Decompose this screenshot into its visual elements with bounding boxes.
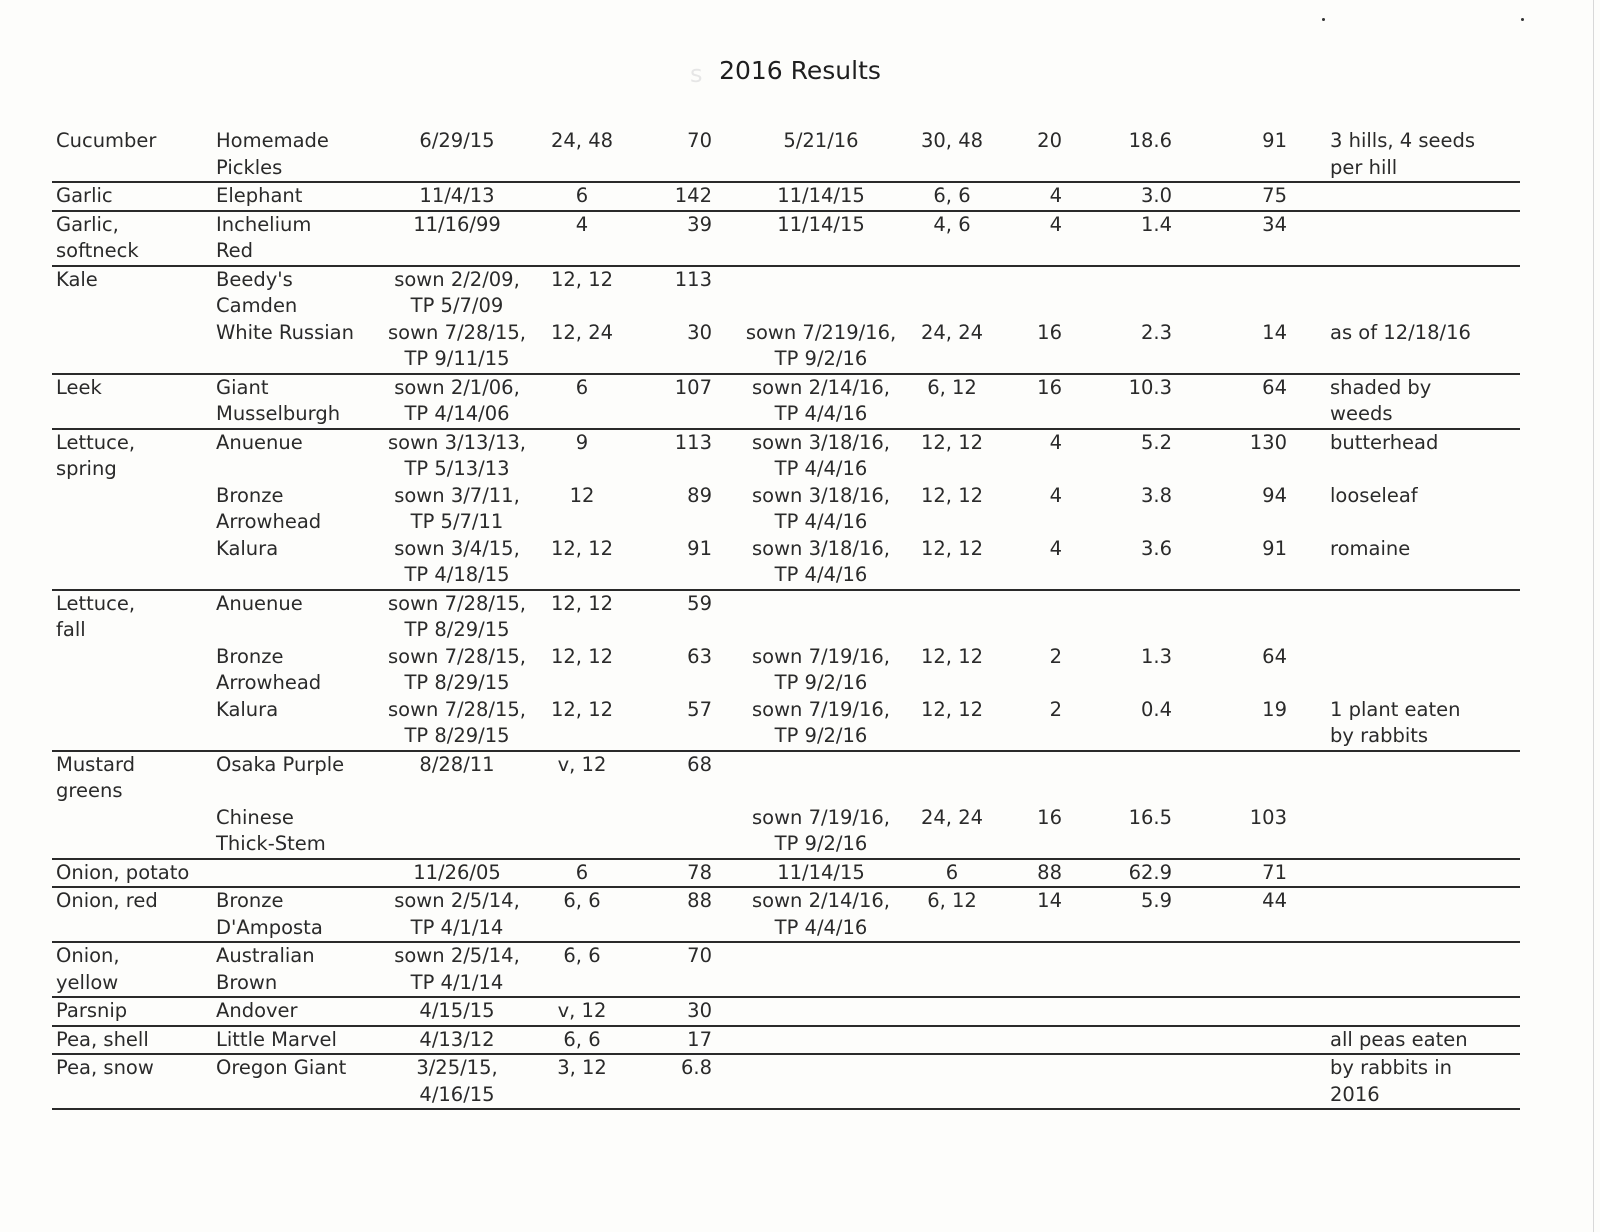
prior-yield-cell: 17 <box>687 1027 712 1051</box>
crop-cell: spring <box>56 457 117 480</box>
yield-cell: 5.2 <box>1140 430 1172 454</box>
planted-cell: TP 8/29/15 <box>404 618 510 641</box>
area-cell: 16 <box>1037 320 1062 344</box>
table-line <box>52 483 1520 510</box>
variety-cell: Homemade <box>216 129 329 152</box>
spacing-cell: 6 <box>575 860 589 884</box>
prior-yield-cell: 59 <box>687 591 712 615</box>
planted-cell: sown 2/1/06, <box>394 375 520 399</box>
variety-cell: Camden <box>216 294 298 317</box>
planted-cell: 3/25/15, <box>416 1056 498 1079</box>
table-line <box>52 430 1520 457</box>
table-line <box>52 293 1520 320</box>
prior-yield-cell: 88 <box>687 889 712 912</box>
variety-cell: Elephant <box>216 184 303 207</box>
crop-cell: softneck <box>56 239 139 262</box>
per-area-cell: 44 <box>1262 889 1287 912</box>
table-line <box>52 267 1520 294</box>
notes-cell: per hill <box>1330 155 1398 179</box>
table-line <box>52 212 1520 239</box>
per-area-cell: 14 <box>1262 320 1287 344</box>
crop-cell: fall <box>56 618 86 641</box>
spacing-cell: 12, 24 <box>550 320 614 344</box>
prior-yield-cell: 113 <box>674 430 712 454</box>
spacing-2016-cell: 24, 24 <box>920 805 984 829</box>
table-line <box>52 670 1520 697</box>
crop-cell: Garlic <box>56 184 113 207</box>
area-cell: 2 <box>1049 644 1062 668</box>
variety-cell: Anuenue <box>216 591 303 615</box>
notes-cell: shaded by <box>1330 375 1432 399</box>
spacing-cell: 6, 6 <box>563 889 601 912</box>
variety-cell: Bronze <box>216 889 284 912</box>
notes-cell: all peas eaten <box>1330 1027 1468 1051</box>
area-cell: 14 <box>1037 889 1062 912</box>
crop-cell: Pea, shell <box>56 1027 149 1051</box>
date-cell: sown 3/18/16, <box>752 483 890 507</box>
date-cell: 11/14/15 <box>777 212 865 236</box>
planted-cell: sown 7/28/15, <box>388 644 526 668</box>
table-line <box>52 401 1520 428</box>
prior-yield-cell: 39 <box>687 212 712 236</box>
crop-cell: Parsnip <box>56 999 128 1022</box>
crop-cell: yellow <box>56 970 119 994</box>
date-cell: sown 7/19/16, <box>752 697 890 721</box>
notes-cell: romaine <box>1330 536 1411 560</box>
per-area-cell: 130 <box>1249 430 1287 454</box>
table-line <box>52 1055 1520 1082</box>
planted-cell: sown 3/4/15, <box>394 536 520 560</box>
page-title: 2016 Results <box>719 56 881 85</box>
yield-cell: 3.0 <box>1140 184 1172 207</box>
table-row <box>52 1027 1520 1056</box>
area-cell: 88 <box>1037 860 1062 884</box>
date-cell: TP 4/4/16 <box>774 510 868 533</box>
date-cell: 5/21/16 <box>783 129 859 152</box>
table-line <box>52 778 1520 805</box>
spacing-2016-cell: 12, 12 <box>920 430 984 454</box>
yield-cell: 3.8 <box>1140 483 1172 507</box>
notes-cell: weeds <box>1330 402 1393 425</box>
per-area-cell: 64 <box>1262 375 1287 399</box>
planted-cell: TP 4/14/06 <box>404 402 510 425</box>
per-area-cell: 64 <box>1262 644 1287 668</box>
spacing-cell: 3, 12 <box>557 1056 607 1079</box>
crop-cell: Garlic, <box>56 212 119 236</box>
spacing-cell: 4 <box>575 212 589 236</box>
table-row <box>52 267 1520 375</box>
prior-yield-cell: 70 <box>687 944 712 967</box>
variety-cell: Thick-Stem <box>216 832 326 855</box>
area-cell: 4 <box>1049 430 1062 454</box>
prior-yield-cell: 89 <box>687 483 712 507</box>
area-cell: 2 <box>1049 697 1062 721</box>
planted-cell: TP 8/29/15 <box>404 724 510 747</box>
spacing-cell: 6, 6 <box>563 944 601 967</box>
spacing-2016-cell: 12, 12 <box>920 644 984 668</box>
yield-cell: 3.6 <box>1140 536 1172 560</box>
yield-cell: 5.9 <box>1140 889 1172 912</box>
date-cell: 11/14/15 <box>777 860 865 884</box>
yield-cell: 1.4 <box>1140 212 1172 236</box>
prior-yield-cell: 91 <box>687 536 712 560</box>
date-cell: TP 9/2/16 <box>774 347 868 370</box>
per-area-cell: 34 <box>1262 212 1287 236</box>
yield-cell: 1.3 <box>1140 644 1172 668</box>
prior-yield-cell: 78 <box>687 860 712 884</box>
spacing-2016-cell: 12, 12 <box>920 483 984 507</box>
variety-cell: Arrowhead <box>216 510 322 533</box>
date-cell: sown 7/219/16, <box>745 320 897 344</box>
table-line <box>52 998 1520 1025</box>
planted-cell: sown 7/28/15, <box>388 320 526 344</box>
planted-cell: TP 9/11/15 <box>404 347 510 370</box>
spacing-2016-cell: 6, 6 <box>933 184 971 207</box>
planted-cell: TP 5/7/11 <box>410 510 504 533</box>
table-row <box>52 430 1520 591</box>
table-line <box>52 536 1520 563</box>
planted-cell: 4/15/15 <box>419 999 495 1022</box>
date-cell: TP 9/2/16 <box>774 724 868 747</box>
crop-cell: Cucumber <box>56 129 157 152</box>
table-line <box>52 456 1520 483</box>
spacing-cell: 6, 6 <box>563 1027 601 1051</box>
planted-cell: sown 2/5/14, <box>394 889 520 912</box>
date-cell: sown 7/19/16, <box>752 805 890 829</box>
spacing-2016-cell: 12, 12 <box>920 536 984 560</box>
date-cell: TP 4/4/16 <box>774 457 868 480</box>
spacing-2016-cell: 12, 12 <box>920 697 984 721</box>
variety-cell: Red <box>216 239 254 262</box>
per-area-cell: 94 <box>1262 483 1287 507</box>
planted-cell: sown 7/28/15, <box>388 697 526 721</box>
table-line <box>52 238 1520 265</box>
table-line <box>52 617 1520 644</box>
per-area-cell: 71 <box>1262 860 1287 884</box>
per-area-cell: 91 <box>1262 536 1287 560</box>
prior-yield-cell: 68 <box>687 752 712 776</box>
table-line <box>52 915 1520 942</box>
table-line <box>52 128 1520 155</box>
spacing-cell: 9 <box>575 430 589 454</box>
date-cell: sown 3/18/16, <box>752 536 890 560</box>
planted-cell: TP 4/18/15 <box>404 563 510 586</box>
variety-cell: Bronze <box>216 644 284 668</box>
table-line <box>52 155 1520 182</box>
variety-cell: Australian <box>216 944 315 967</box>
planted-cell: TP 4/1/14 <box>410 970 504 994</box>
table-line <box>52 320 1520 347</box>
crop-cell: Pea, snow <box>56 1056 154 1079</box>
table-line <box>52 183 1520 210</box>
date-cell: TP 9/2/16 <box>774 832 868 855</box>
spacing-cell: 12, 12 <box>550 697 614 721</box>
spacing-2016-cell: 6, 12 <box>927 889 977 912</box>
planted-cell: sown 2/5/14, <box>394 944 520 967</box>
speck-mark <box>1322 18 1325 21</box>
area-cell: 16 <box>1037 805 1062 829</box>
date-cell: TP 9/2/16 <box>774 671 868 694</box>
planted-cell: 11/16/99 <box>413 212 501 236</box>
variety-cell: Andover <box>216 999 298 1022</box>
table-line <box>52 805 1520 832</box>
table-line <box>52 970 1520 997</box>
date-cell: 11/14/15 <box>777 184 865 207</box>
prior-yield-cell: 63 <box>687 644 712 668</box>
variety-cell: Inchelium <box>216 212 312 236</box>
date-cell: sown 7/19/16, <box>752 644 890 668</box>
table-line <box>52 697 1520 724</box>
crop-cell: Onion, <box>56 944 120 967</box>
table-row <box>52 1055 1520 1110</box>
yield-cell: 18.6 <box>1128 129 1172 152</box>
date-cell: TP 4/4/16 <box>774 563 868 586</box>
table-row <box>52 860 1520 889</box>
table-row <box>52 888 1520 943</box>
area-cell: 20 <box>1037 129 1062 152</box>
yield-cell: 10.3 <box>1128 375 1172 399</box>
spacing-2016-cell: 4, 6 <box>933 212 971 236</box>
notes-cell: 2016 <box>1330 1082 1380 1106</box>
table-line <box>52 562 1520 589</box>
planted-cell: TP 8/29/15 <box>404 671 510 694</box>
crop-cell: Lettuce, <box>56 591 136 615</box>
spacing-2016-cell: 24, 24 <box>920 320 984 344</box>
table-row <box>52 752 1520 860</box>
bleed-through-text: s <box>690 60 703 88</box>
planted-cell: TP 5/13/13 <box>404 457 510 480</box>
prior-yield-cell: 30 <box>687 320 712 344</box>
spacing-cell: v, 12 <box>557 999 607 1022</box>
planted-cell: 11/4/13 <box>419 184 495 207</box>
date-cell: TP 4/4/16 <box>774 915 868 939</box>
crop-cell: Lettuce, <box>56 430 136 454</box>
planted-cell: sown 3/13/13, <box>388 430 526 454</box>
variety-cell: Anuenue <box>216 430 303 454</box>
planted-cell: sown 3/7/11, <box>394 483 520 507</box>
crop-cell: Onion, red <box>56 889 158 912</box>
variety-cell: Brown <box>216 970 278 994</box>
planted-cell: 6/29/15 <box>419 129 495 152</box>
table-row <box>52 212 1520 267</box>
table-line <box>52 943 1520 970</box>
yield-cell: 0.4 <box>1140 697 1172 721</box>
notes-cell: as of 12/18/16 <box>1330 320 1471 344</box>
table-row <box>52 375 1520 430</box>
variety-cell: Bronze <box>216 483 284 507</box>
spacing-cell: 6 <box>575 375 589 399</box>
variety-cell: Pickles <box>216 155 283 179</box>
crop-cell: Mustard <box>56 752 135 776</box>
table-line <box>52 831 1520 858</box>
variety-cell: D'Amposta <box>216 915 323 939</box>
per-area-cell: 75 <box>1262 184 1287 207</box>
spacing-2016-cell: 6 <box>945 860 959 884</box>
planted-cell: TP 5/7/09 <box>410 294 504 317</box>
table-line <box>52 1027 1520 1054</box>
prior-yield-cell: 30 <box>687 999 712 1022</box>
date-cell: sown 3/18/16, <box>752 430 890 454</box>
prior-yield-cell: 142 <box>674 184 712 207</box>
area-cell: 4 <box>1049 536 1062 560</box>
table-row <box>52 183 1520 212</box>
table-line <box>52 591 1520 618</box>
area-cell: 4 <box>1049 212 1062 236</box>
table-line <box>52 1082 1520 1109</box>
table-row <box>52 998 1520 1027</box>
date-cell: sown 2/14/16, <box>752 375 890 399</box>
planted-cell: sown 2/2/09, <box>394 267 520 291</box>
variety-cell: Oregon Giant <box>216 1056 347 1079</box>
variety-cell: Chinese <box>216 805 294 829</box>
spacing-cell: 12, 12 <box>550 267 614 291</box>
table-line <box>52 346 1520 373</box>
table-line <box>52 375 1520 402</box>
spacing-cell: 24, 48 <box>550 129 614 152</box>
date-cell: TP 4/4/16 <box>774 402 868 425</box>
spacing-2016-cell: 6, 12 <box>927 375 977 399</box>
planted-cell: sown 7/28/15, <box>388 591 526 615</box>
area-cell: 4 <box>1049 483 1062 507</box>
table-line <box>52 644 1520 671</box>
variety-cell: White Russian <box>216 320 354 344</box>
spacing-cell: 12, 12 <box>550 644 614 668</box>
crop-cell: greens <box>56 779 123 802</box>
spacing-cell: 12, 12 <box>550 591 614 615</box>
speck-mark <box>1521 18 1524 21</box>
table-row <box>52 943 1520 998</box>
variety-cell: Giant <box>216 375 269 399</box>
yield-cell: 62.9 <box>1128 860 1172 884</box>
notes-cell: by rabbits <box>1330 724 1429 747</box>
per-area-cell: 19 <box>1262 697 1287 721</box>
table-line <box>52 752 1520 779</box>
notes-cell: by rabbits in <box>1330 1056 1453 1079</box>
planted-cell: 4/13/12 <box>419 1027 495 1051</box>
notes-cell: butterhead <box>1330 430 1439 454</box>
notes-cell: looseleaf <box>1330 483 1418 507</box>
prior-yield-cell: 57 <box>687 697 712 721</box>
planted-cell: 11/26/05 <box>413 860 501 884</box>
results-table <box>52 128 1520 1110</box>
prior-yield-cell: 107 <box>674 375 712 399</box>
variety-cell: Kalura <box>216 536 279 560</box>
table-line <box>52 860 1520 887</box>
table-line <box>52 509 1520 536</box>
variety-cell: Kalura <box>216 697 279 721</box>
variety-cell: Arrowhead <box>216 671 322 694</box>
spacing-cell: v, 12 <box>557 752 607 776</box>
per-area-cell: 91 <box>1262 129 1287 152</box>
prior-yield-cell: 113 <box>674 267 712 291</box>
spacing-cell: 12, 12 <box>550 536 614 560</box>
prior-yield-cell: 6.8 <box>680 1056 712 1079</box>
table-row <box>52 128 1520 183</box>
planted-cell: TP 4/1/14 <box>410 915 504 939</box>
variety-cell: Little Marvel <box>216 1027 337 1051</box>
yield-cell: 2.3 <box>1140 320 1172 344</box>
variety-cell: Musselburgh <box>216 402 341 425</box>
spacing-2016-cell: 30, 48 <box>920 129 984 152</box>
table-line <box>52 723 1520 750</box>
planted-cell: 8/28/11 <box>419 752 495 776</box>
planted-cell: 4/16/15 <box>419 1082 495 1106</box>
area-cell: 4 <box>1049 184 1062 207</box>
yield-cell: 16.5 <box>1128 805 1172 829</box>
table-row <box>52 591 1520 752</box>
variety-cell: Beedy's <box>216 267 293 291</box>
prior-yield-cell: 70 <box>687 129 712 152</box>
crop-cell: Kale <box>56 267 98 291</box>
crop-cell: Leek <box>56 375 102 399</box>
table-line <box>52 888 1520 915</box>
notes-cell: 3 hills, 4 seeds <box>1330 129 1476 152</box>
page-edge <box>1593 0 1594 1232</box>
spacing-cell: 12 <box>569 483 595 507</box>
variety-cell: Osaka Purple <box>216 752 345 776</box>
per-area-cell: 103 <box>1249 805 1287 829</box>
spacing-cell: 6 <box>575 184 589 207</box>
notes-cell: 1 plant eaten <box>1330 697 1461 721</box>
area-cell: 16 <box>1037 375 1062 399</box>
crop-cell: Onion, potato <box>56 860 190 884</box>
date-cell: sown 2/14/16, <box>752 889 890 912</box>
